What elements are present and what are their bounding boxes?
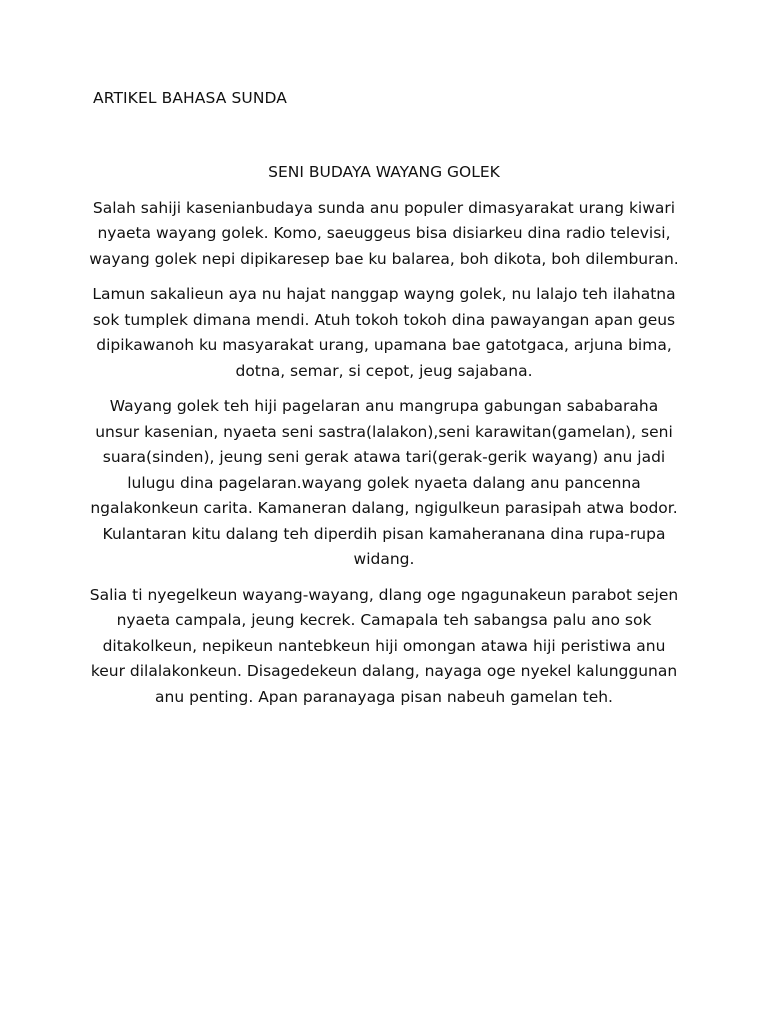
paragraph-1: Salah sahiji kasenianbudaya sunda anu populer dimasyarakat urang kiwari nyaeta wayang golek. Komo, saeuggeus bisa disiarkeu dina radio televisi, wayang golek nepi dipikaresep bae ku balarea, boh dikota, boh dilemburan. <box>89 198 679 268</box>
paragraph-4: Salia ti nyegelkeun wayang-wayang, dlang oge ngagunakeun parabot sejen nyaeta campala, jeung kecrek. Camapala teh sabangsa palu ano sok ditakolkeun, nepikeun nantebkeun hiji omongan atawa hiji peristiwa anu keur dilalakonkeun. Disagedekeun dalang, nayaga oge nyekel kalunggunan anu penting. Apan paranayaga pisan nabeuh gamelan teh. <box>89 585 679 706</box>
paragraph-2: Lamun sakalieun aya nu hajat nanggap wayng golek, nu lalajo teh ilahatna sok tumplek dimana mendi. Atuh tokoh tokoh dina pawayangan apan geus dipikawanoh ku masyarakat urang, upamana bae gatotgaca, arjuna bima, dotna, semar, si cepot, jeug sajabana. <box>92 285 676 380</box>
article-body <box>86 160 682 720</box>
paragraph-3: Wayang golek teh hiji pagelaran anu mangrupa gabungan sababaraha unsur kasenian, nyaeta seni sastra(lalakon),seni karawitan(gamelan), seni suara(sinden), jeung seni gerak atawa tari(gerak-gerik wayang) anu jadi lulugu dina pagelaran.wayang golek nyaeta dalang anu pancenna ngalakonkeun carita. Kamaneran dalang, ngigulkeun parasipah atwa bodor. Kulantaran kitu dalang teh diperdih pisan kamaheranana dina rupa-rupa widang. <box>90 397 678 568</box>
article-title: SENI BUDAYA WAYANG GOLEK <box>268 163 500 181</box>
document-header: ARTIKEL BAHASA SUNDA <box>93 89 288 107</box>
